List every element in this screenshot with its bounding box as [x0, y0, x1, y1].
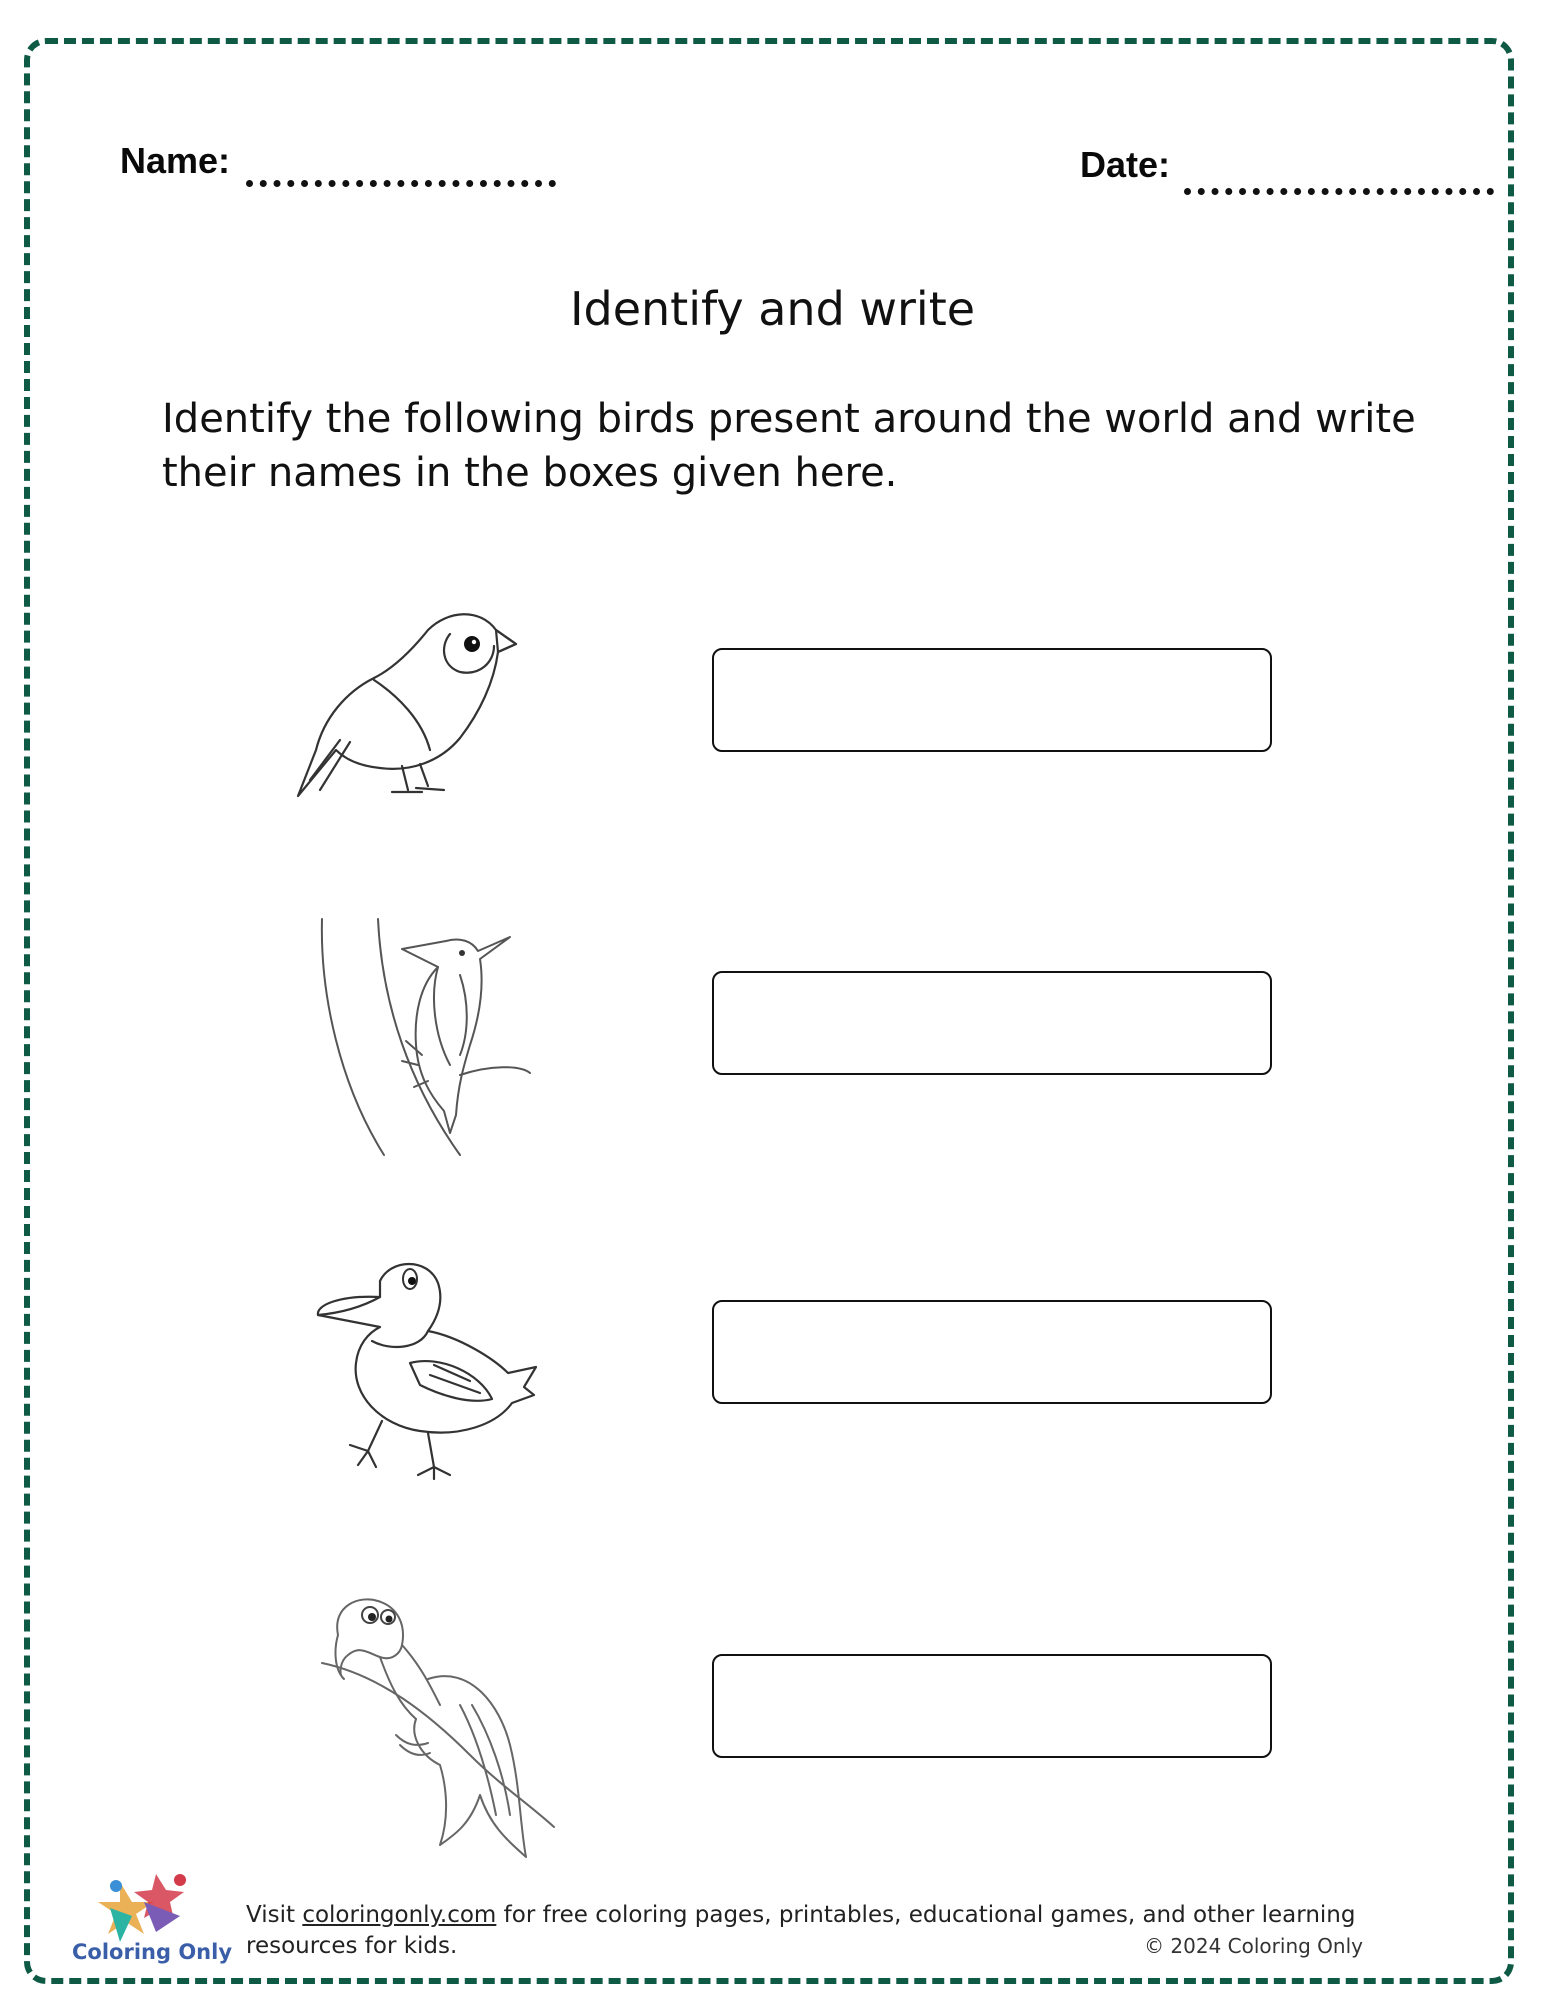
- sparrow-icon: [290, 600, 540, 810]
- logo-text: Coloring Only: [72, 1940, 233, 1964]
- answer-box-1[interactable]: [712, 648, 1272, 752]
- coloringonly-link[interactable]: coloringonly.com: [302, 1902, 497, 1928]
- answer-box-4[interactable]: [712, 1654, 1272, 1758]
- footer-visit-prefix: Visit: [246, 1902, 296, 1928]
- duck-icon: [310, 1255, 545, 1485]
- instructions-text: Identify the following birds present around the world and write their names in the boxes given here.: [162, 396, 1416, 496]
- date-label: Date:: [1080, 144, 1171, 185]
- date-line[interactable]: [1184, 188, 1494, 195]
- answer-box-2[interactable]: [712, 971, 1272, 1075]
- footer-visit-suffix: for free coloring pages, printables, educational games, and other learning resources for kids.: [246, 1902, 1356, 1959]
- woodpecker-icon: [310, 915, 540, 1160]
- copyright-text: © 2024 Coloring Only: [1144, 1934, 1363, 1958]
- worksheet-title: Identify and write: [569, 282, 976, 336]
- name-label: Name:: [120, 140, 231, 181]
- name-line[interactable]: [246, 180, 556, 187]
- vulture-icon: [320, 1595, 555, 1865]
- answer-box-3[interactable]: [712, 1300, 1272, 1404]
